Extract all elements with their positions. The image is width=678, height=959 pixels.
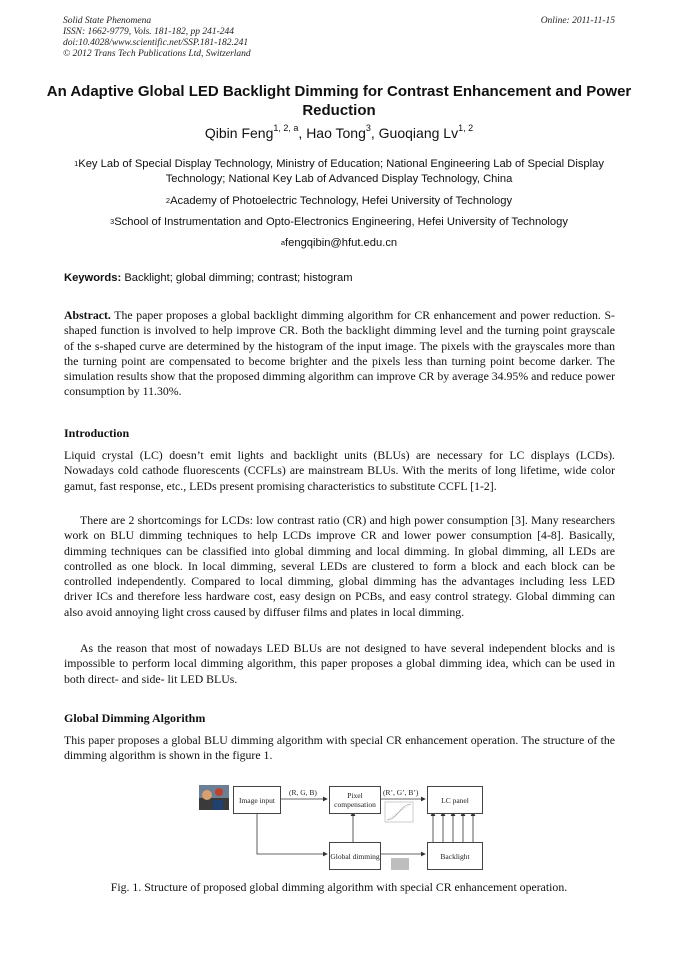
lc-panel-box: LC panel	[427, 786, 483, 814]
author-name: Hao Tong	[306, 125, 366, 141]
journal-name: Solid State Phenomena	[63, 16, 152, 26]
doi-line: doi:10.4028/www.scientific.net/SSP.181-182.241	[63, 38, 249, 48]
author-sep: ,	[370, 125, 379, 141]
affiliation-text: School of Instrumentation and Opto-Electronics Engineering, Hefei University of Technology	[114, 216, 568, 228]
affiliation-sup: 1	[74, 159, 79, 168]
online-date: Online: 2011-11-15	[540, 16, 615, 26]
rgb-prime-label: (R’, G’, B’)	[383, 788, 419, 797]
abstract-text: The paper proposes a global backlight dimming algorithm for CR enhancement and power reduction. S-shaped function is involved to help improve CR. Both the backlight dimming level and the turning point grayscale of the s-shaped curve are determined by the histogram of the input image. The pixels with the grayscales more than the turning point are compensated to become brighter and the pixels less than turning point become darker. The simulation results show that the proposed dimming algorithm can improve CR by average 34.95% and reduce power consumption by 11.30%.	[64, 308, 615, 399]
keywords-text: Backlight; global dimming; contrast; histogram	[124, 272, 353, 284]
author-sup: 3	[365, 123, 371, 133]
affiliation-sup: a	[280, 238, 286, 247]
keywords-label: Keywords:	[64, 272, 122, 284]
author-email	[40, 236, 638, 251]
affiliation-sup: 2	[165, 196, 171, 205]
paper-title: An Adaptive Global LED Backlight Dimming for Contrast Enhancement and Power Reduction	[46, 83, 632, 119]
affiliation-3	[40, 215, 638, 230]
section-heading-introduction: Introduction	[64, 426, 130, 440]
email-text[interactable]: fengqibin@hfut.edu.cn	[285, 237, 398, 249]
input-image-thumbnail	[199, 785, 229, 810]
pixel-compensation-box: Pixel compensation	[329, 786, 381, 814]
running-header	[63, 16, 251, 60]
affiliation-2	[40, 194, 638, 209]
copyright-line: © 2012 Trans Tech Publications Ltd, Switzerland	[63, 49, 251, 59]
histogram-block	[391, 858, 409, 870]
author-sep: ,	[298, 125, 307, 141]
author-list	[40, 125, 638, 141]
intro-paragraph-3: As the reason that most of nowadays LED BLUs are not designed to have several independent blocks and is impossible to perform local dimming algorithm, this paper proposes a global dimming idea, which can be used in both direct- and side- lit LED BLUs.	[64, 641, 615, 686]
figure-1-caption: Fig. 1. Structure of proposed global dimming algorithm with special CR enhancement operation.	[110, 880, 568, 894]
global-dimming-box: Global dimming	[329, 842, 381, 870]
s-curve-graphic	[385, 802, 413, 822]
author-sup: 1, 2	[458, 123, 474, 133]
author-name: Guoqiang Lv	[378, 125, 459, 141]
image-input-box: Image input	[233, 786, 281, 814]
keywords	[64, 272, 353, 284]
affiliation-1	[40, 157, 638, 187]
abstract	[64, 308, 615, 400]
global-dimming-paragraph: This paper proposes a global BLU dimming algorithm with special CR enhancement operation. The structure of the dimming algorithm is shown in the figure 1.	[64, 733, 615, 763]
section-heading-global-dimming: Global Dimming Algorithm	[64, 711, 206, 725]
author-name: Qibin Feng	[204, 125, 274, 141]
figure-1-diagram	[195, 780, 495, 872]
affiliation-text: Academy of Photoelectric Technology, Hefei University of Technology	[170, 195, 513, 207]
issn-line: ISSN: 1662-9779, Vols. 181-182, pp 241-244	[63, 27, 234, 37]
author-sup: 1, 2, a	[273, 123, 299, 133]
intro-paragraph-1: Liquid crystal (LC) doesn’t emit lights and backlight units (BLUs) are necessary for LC displays (LCDs). Nowadays cold cathode fluorescents (CCFLs) are mainstream BLUs. With the merits of long lifetime, wide color gamut, fast response, etc., LEDs present promising characteristics to substitute CCFL [1-2].	[64, 448, 615, 493]
backlight-box: Backlight	[427, 842, 483, 870]
affiliation-text: Key Lab of Special Display Technology, Ministry of Education; National Engineering Lab of Special Display Technology; National Key Lab of Advanced Display Technology, China	[78, 158, 604, 185]
rgb-label: (R, G, B)	[289, 788, 317, 797]
intro-paragraph-2: There are 2 shortcomings for LCDs: low contrast ratio (CR) and high power consumption [3]. Many researchers work on BLU dimming techniques to help LCDs improve CR and lower power consumption [4-8]. Basically, dimming techniques can be classified into global dimming and local dimming. In global dimming, all LEDs are controlled as one block. In local dimming, several LEDs are clustered to form a block and each block can be controlled independently. Compared to local dimming, global dimming has the advantages including less LED driver ICs and therefore less hardware cost, easy design on PCBs, and easy control strategy. Global dimming can also avoid annoying light cross caused by diffuser films and plates in local dimming.	[64, 513, 615, 619]
abstract-label: Abstract.	[64, 308, 111, 322]
affiliation-sup: 3	[110, 217, 115, 226]
